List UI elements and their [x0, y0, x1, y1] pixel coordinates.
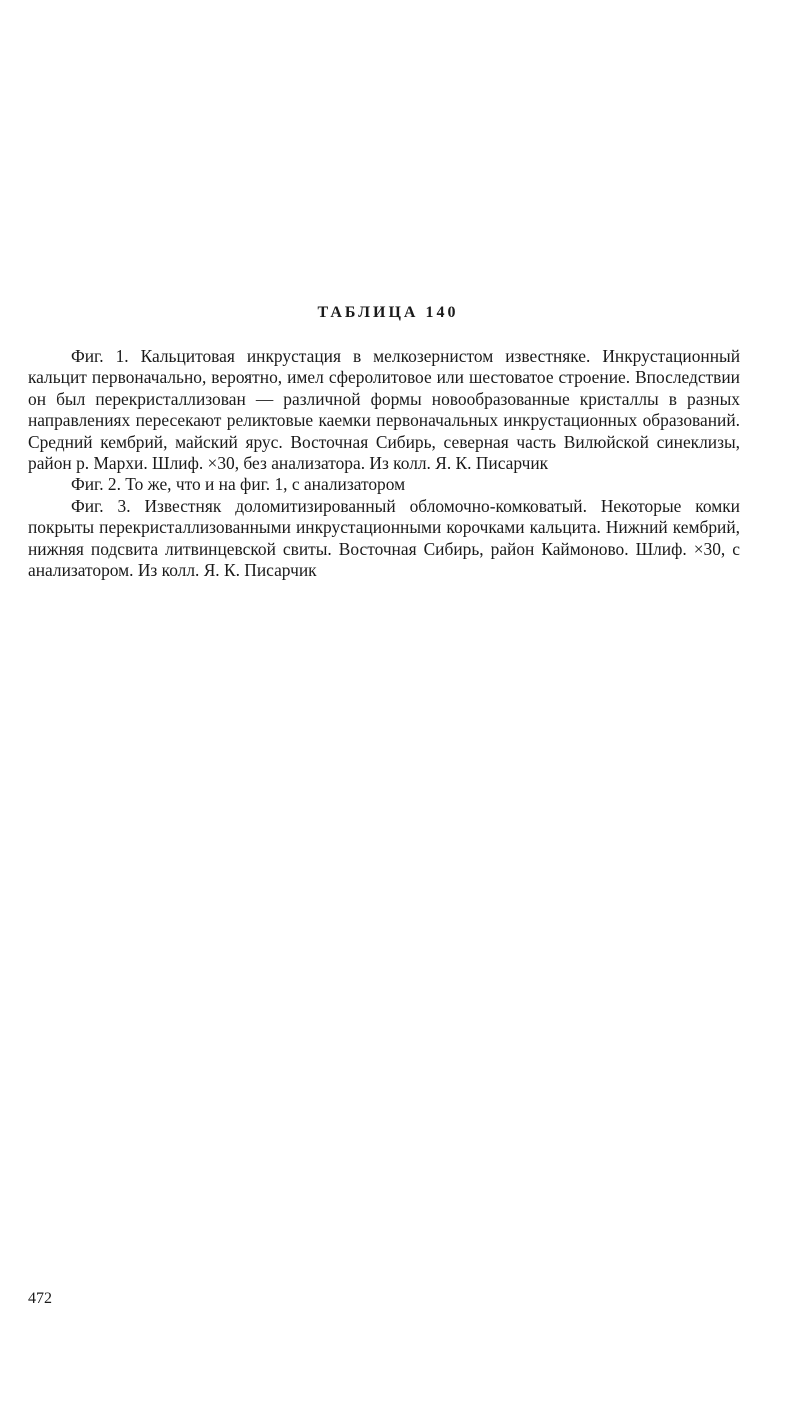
- caption-fig-1: Фиг. 1. Кальцитовая инкрустация в мелкозернистом известняке. Инкрустационный кальцит первоначально, вероятно, имел сферолитовое или шестоватое строение. Впоследствии он был перекристаллизован — различной формы новообразованные кристаллы в разных направлениях пересекают реликтовые каемки первоначальных инкрустационных образований. Средний кембрий, майский ярус. Восточная Сибирь, северная часть Вилюйской синеклизы, район р. Мархи. Шлиф. ×30, без анализатора. Из колл. Я. К. Писарчик: [28, 346, 740, 474]
- figure-captions: [28, 346, 740, 581]
- caption-fig-2: Фиг. 2. То же, что и на фиг. 1, с анализатором: [71, 474, 406, 495]
- page-title: ТАБЛИЦА 140: [317, 304, 459, 321]
- caption-fig-3: Фиг. 3. Известняк доломитизированный обломочно-комковатый. Некоторые комки покрыты перекристаллизованными инкрустационными корочками кальцита. Нижний кембрий, нижняя подсвита литвинцевской свиты. Восточная Сибирь, район Каймоново. Шлиф. ×30, с анализатором. Из колл. Я. К. Писарчик: [28, 495, 740, 581]
- page-number: 472: [28, 1290, 52, 1307]
